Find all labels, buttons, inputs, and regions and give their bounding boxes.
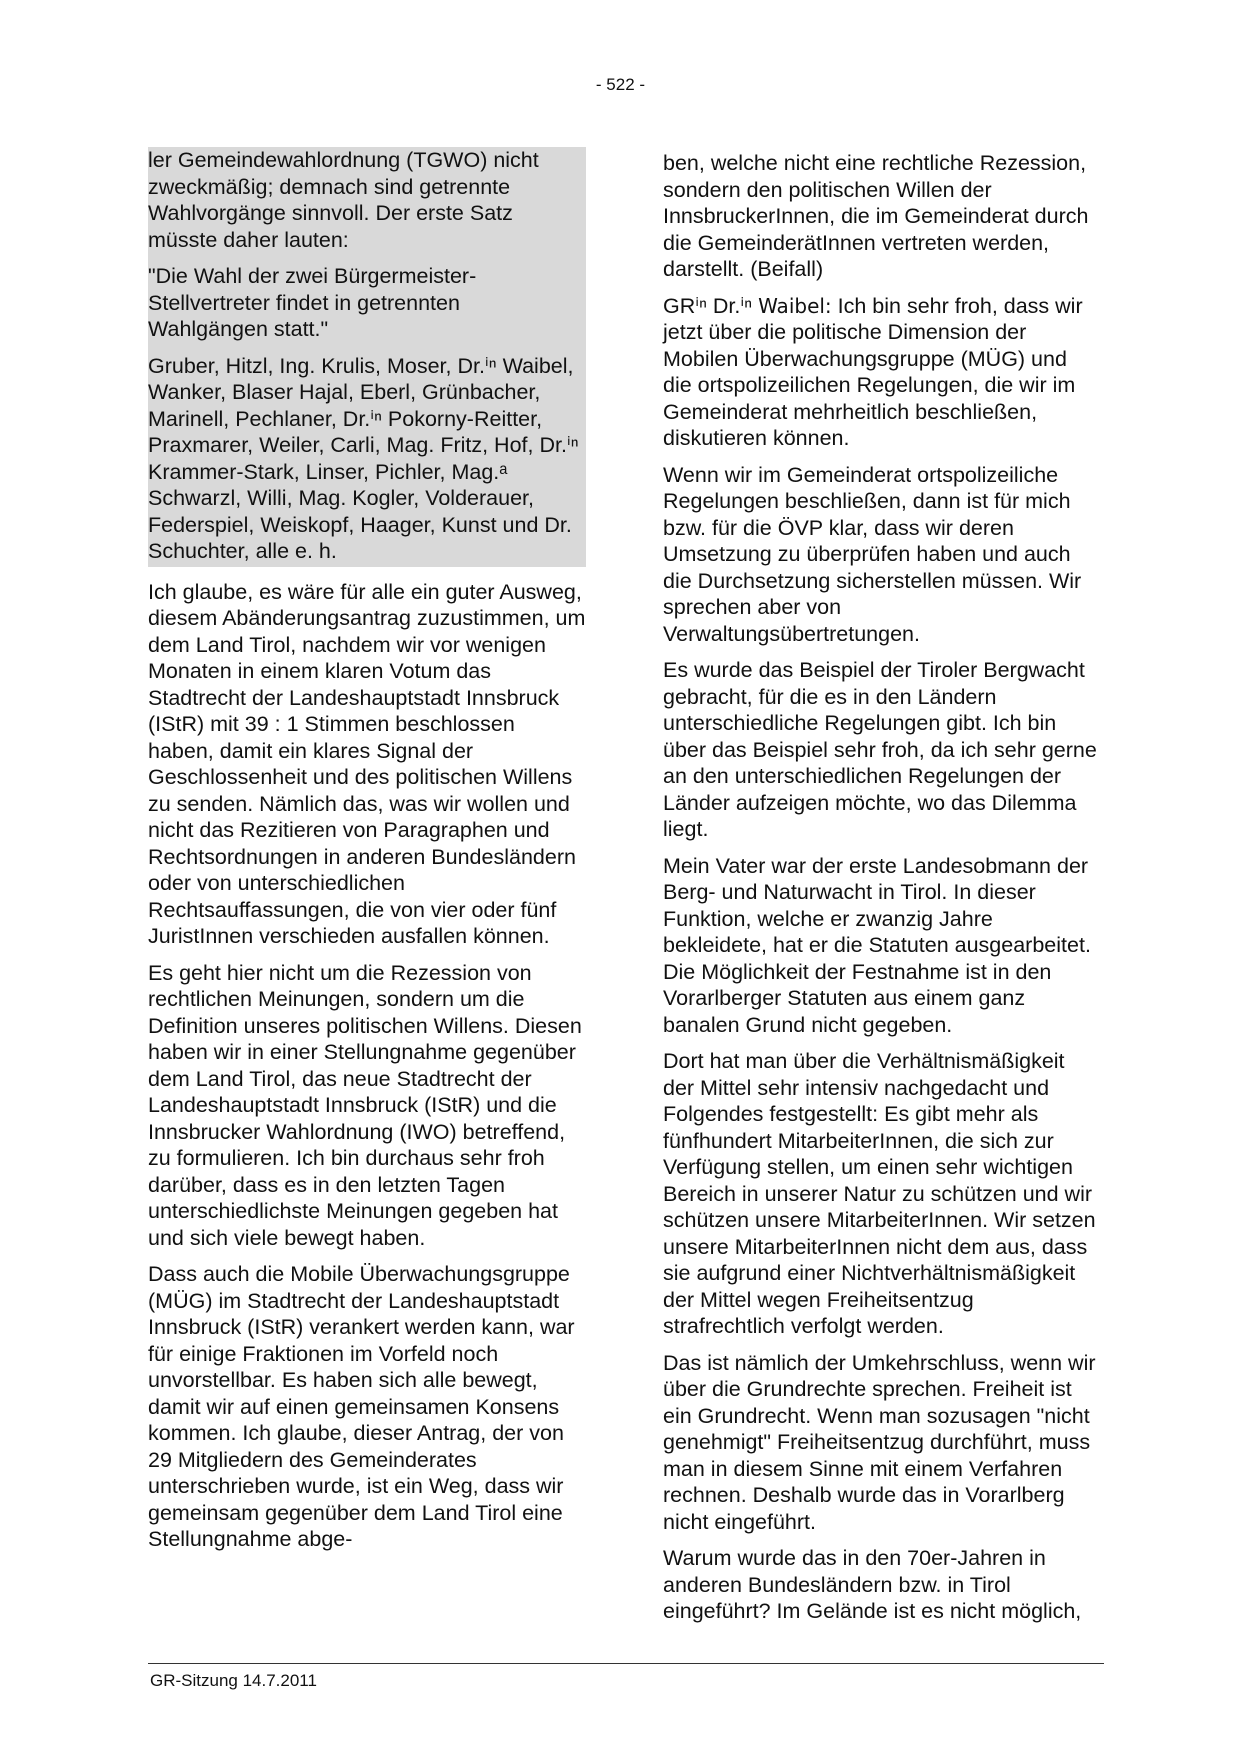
paragraph: Dass auch die Mobile Überwachungsgruppe (MÜG) im Stadtrecht der Landeshauptstadt Innsbruck (IStR) verankert werden kann, war für einige Fraktionen im Vorfeld noch unvorstellbar. Es haben sich alle bewegt, damit wir auf einen gemeinsamen Konsens kommen. Ich glaube, dieser Antrag, der von 29 Mitgliedern des Gemeinderates unterschrieben wurde, ist ein Weg, dass wir gemeinsam gegenüber dem Land Tirol eine Stellungnahme abge- bbox=[148, 1262, 575, 1551]
paragraph: Ich glaube, es wäre für alle ein guter Ausweg, diesem Abänderungsantrag zuzustimmen, um dem Land Tirol, nachdem wir vor wenigen Monaten in einem klaren Votum das Stadtrecht der Landeshauptstadt Innsbruck (IStR) mit 39 : 1 Stimmen beschlossen haben, damit ein klares Signal der Geschlossenheit und des politischen Willens zu senden. Nämlich das, was wir wollen und nicht das Rezitieren von Paragraphen und Rechtsordnungen in anderen Bundesländern oder von unterschiedlichen Rechtsauffassungen, die von vier oder fünf JuristInnen verschieden ausfallen können. bbox=[148, 579, 586, 948]
paragraph: Es wurde das Beispiel der Tiroler Bergwacht gebracht, für die es in den Ländern unterschiedliche Regelungen gibt. Ich bin über das Beispiel sehr froh, da ich sehr gerne an den unterschiedlichen Regelungen der Länder aufzeigen möchte, wo das Dilemma liegt. bbox=[663, 658, 1097, 841]
motion-signatories: Gruber, Hitzl, Ing. Krulis, Moser, Dr.ⁱⁿ Waibel, Wanker, Blaser Hajal, Eberl, Grünbacher, Marinell, Pechlaner, Dr.ⁱⁿ Pokorny-Reitter, Praxmarer, Weiler, Carli, Mag. Fritz, Hof, Dr.ⁱⁿ Krammer-Stark, Linser, Pichler, Mag.ᵃ Schwarzl, Willi, Mag. Kogler, Volderauer, Federspiel, Weiskopf, Haager, Kunst und Dr. Schuchter, alle e. h. bbox=[148, 353, 579, 563]
motion-paragraph: ler Gemeindewahlordnung (TGWO) nicht zweckmäßig; demnach sind getrennte Wahlvorgänge sinnvoll. Der erste Satz müsste daher lauten: bbox=[148, 148, 539, 252]
motion-box bbox=[148, 147, 586, 567]
paragraph: Es geht hier nicht um die Rezession von rechtlichen Meinungen, sondern um die Definition unseres politischen Willens. Diesen haben wir in einer Stellungnahme gegenüber dem Land Tirol, das neue Stadtrecht der Landeshauptstadt Innsbruck (IStR) und die Innsbrucker Wahlordnung (IWO) betreffend, zu formulieren. Ich bin durchaus sehr froh darüber, dass es in den letzten Tagen unterschiedlichste Meinungen gegeben hat und sich viele bewegt haben. bbox=[148, 960, 582, 1250]
speaker-text: Ich bin sehr froh, dass wir jetzt über die politische Dimension der Mobilen Überwachungsgruppe (MÜG) und die ortspolizeilichen Regelungen, die wir im Gemeinderat mehrheitlich beschließen, diskutieren können. bbox=[663, 293, 1083, 450]
motion-paragraph: "Die Wahl der zwei Bürgermeister-Stellvertreter findet in getrennten Wahlgängen statt." bbox=[148, 264, 477, 341]
speaker-name: Waibel: bbox=[758, 293, 832, 318]
paragraph: Das ist nämlich der Umkehrschluss, wenn wir über die Grundrechte sprechen. Freiheit ist ein Grundrecht. Wenn man sozusagen "nicht genehmigt" Freiheitsentzug durchführt, muss man in diesem Sinne mit einem Verfahren rechnen. Deshalb wurde das in Vorarlberg nicht eingeführt. bbox=[663, 1350, 1096, 1534]
speaker-title: GRⁱⁿ Dr.ⁱⁿ bbox=[663, 293, 753, 318]
paragraph: Dort hat man über die Verhältnismäßigkeit der Mittel sehr intensiv nachgedacht und Folgendes festgestellt: Es gibt mehr als fünfhundert MitarbeiterInnen, die sich zur Verfügung stellen, um einen sehr wichtigen Bereich in unserer Natur zu schützen und wir schützen unsere MitarbeiterInnen. Wir setzen unsere MitarbeiterInnen nicht dem aus, dass sie aufgrund einer Nichtverhältnismäßigkeit der Mittel wegen Freiheitsentzug strafrechtlich verfolgt werden. bbox=[663, 1049, 1096, 1338]
right-column bbox=[663, 150, 1098, 1635]
paragraph: Mein Vater war der erste Landesobmann der Berg- und Naturwacht in Tirol. In dieser Funktion, welche er zwanzig Jahre bekleidete, hat er die Statuten ausgearbeitet. Die Möglichkeit der Festnahme ist in den Vorarlberger Statuten aus einem ganz banalen Grund nicht gegeben. bbox=[663, 853, 1091, 1037]
footer-session-date: GR-Sitzung 14.7.2011 bbox=[150, 1671, 317, 1690]
left-column bbox=[148, 150, 586, 1563]
paragraph: ben, welche nicht eine rechtliche Rezession, sondern den politischen Willen der InnsbruckerInnen, die im Gemeinderat durch die GemeinderätInnen vertreten werden, darstellt. (Beifall) bbox=[663, 151, 1089, 281]
paragraph: Warum wurde das in den 70er-Jahren in anderen Bundesländern bzw. in Tirol eingeführt? Im Gelände ist es nicht möglich, bbox=[663, 1546, 1082, 1623]
page-number: - 522 - bbox=[595, 75, 646, 94]
speaker-paragraph bbox=[663, 293, 1098, 452]
footer-divider bbox=[148, 1663, 1104, 1664]
paragraph: Wenn wir im Gemeinderat ortspolizeiliche Regelungen beschließen, dann ist für mich bzw. für die ÖVP klar, dass wir deren Umsetzung zu überprüfen haben und auch die Durchsetzung sicherstellen müssen. Wir sprechen aber von Verwaltungsübertretungen. bbox=[663, 462, 1082, 646]
